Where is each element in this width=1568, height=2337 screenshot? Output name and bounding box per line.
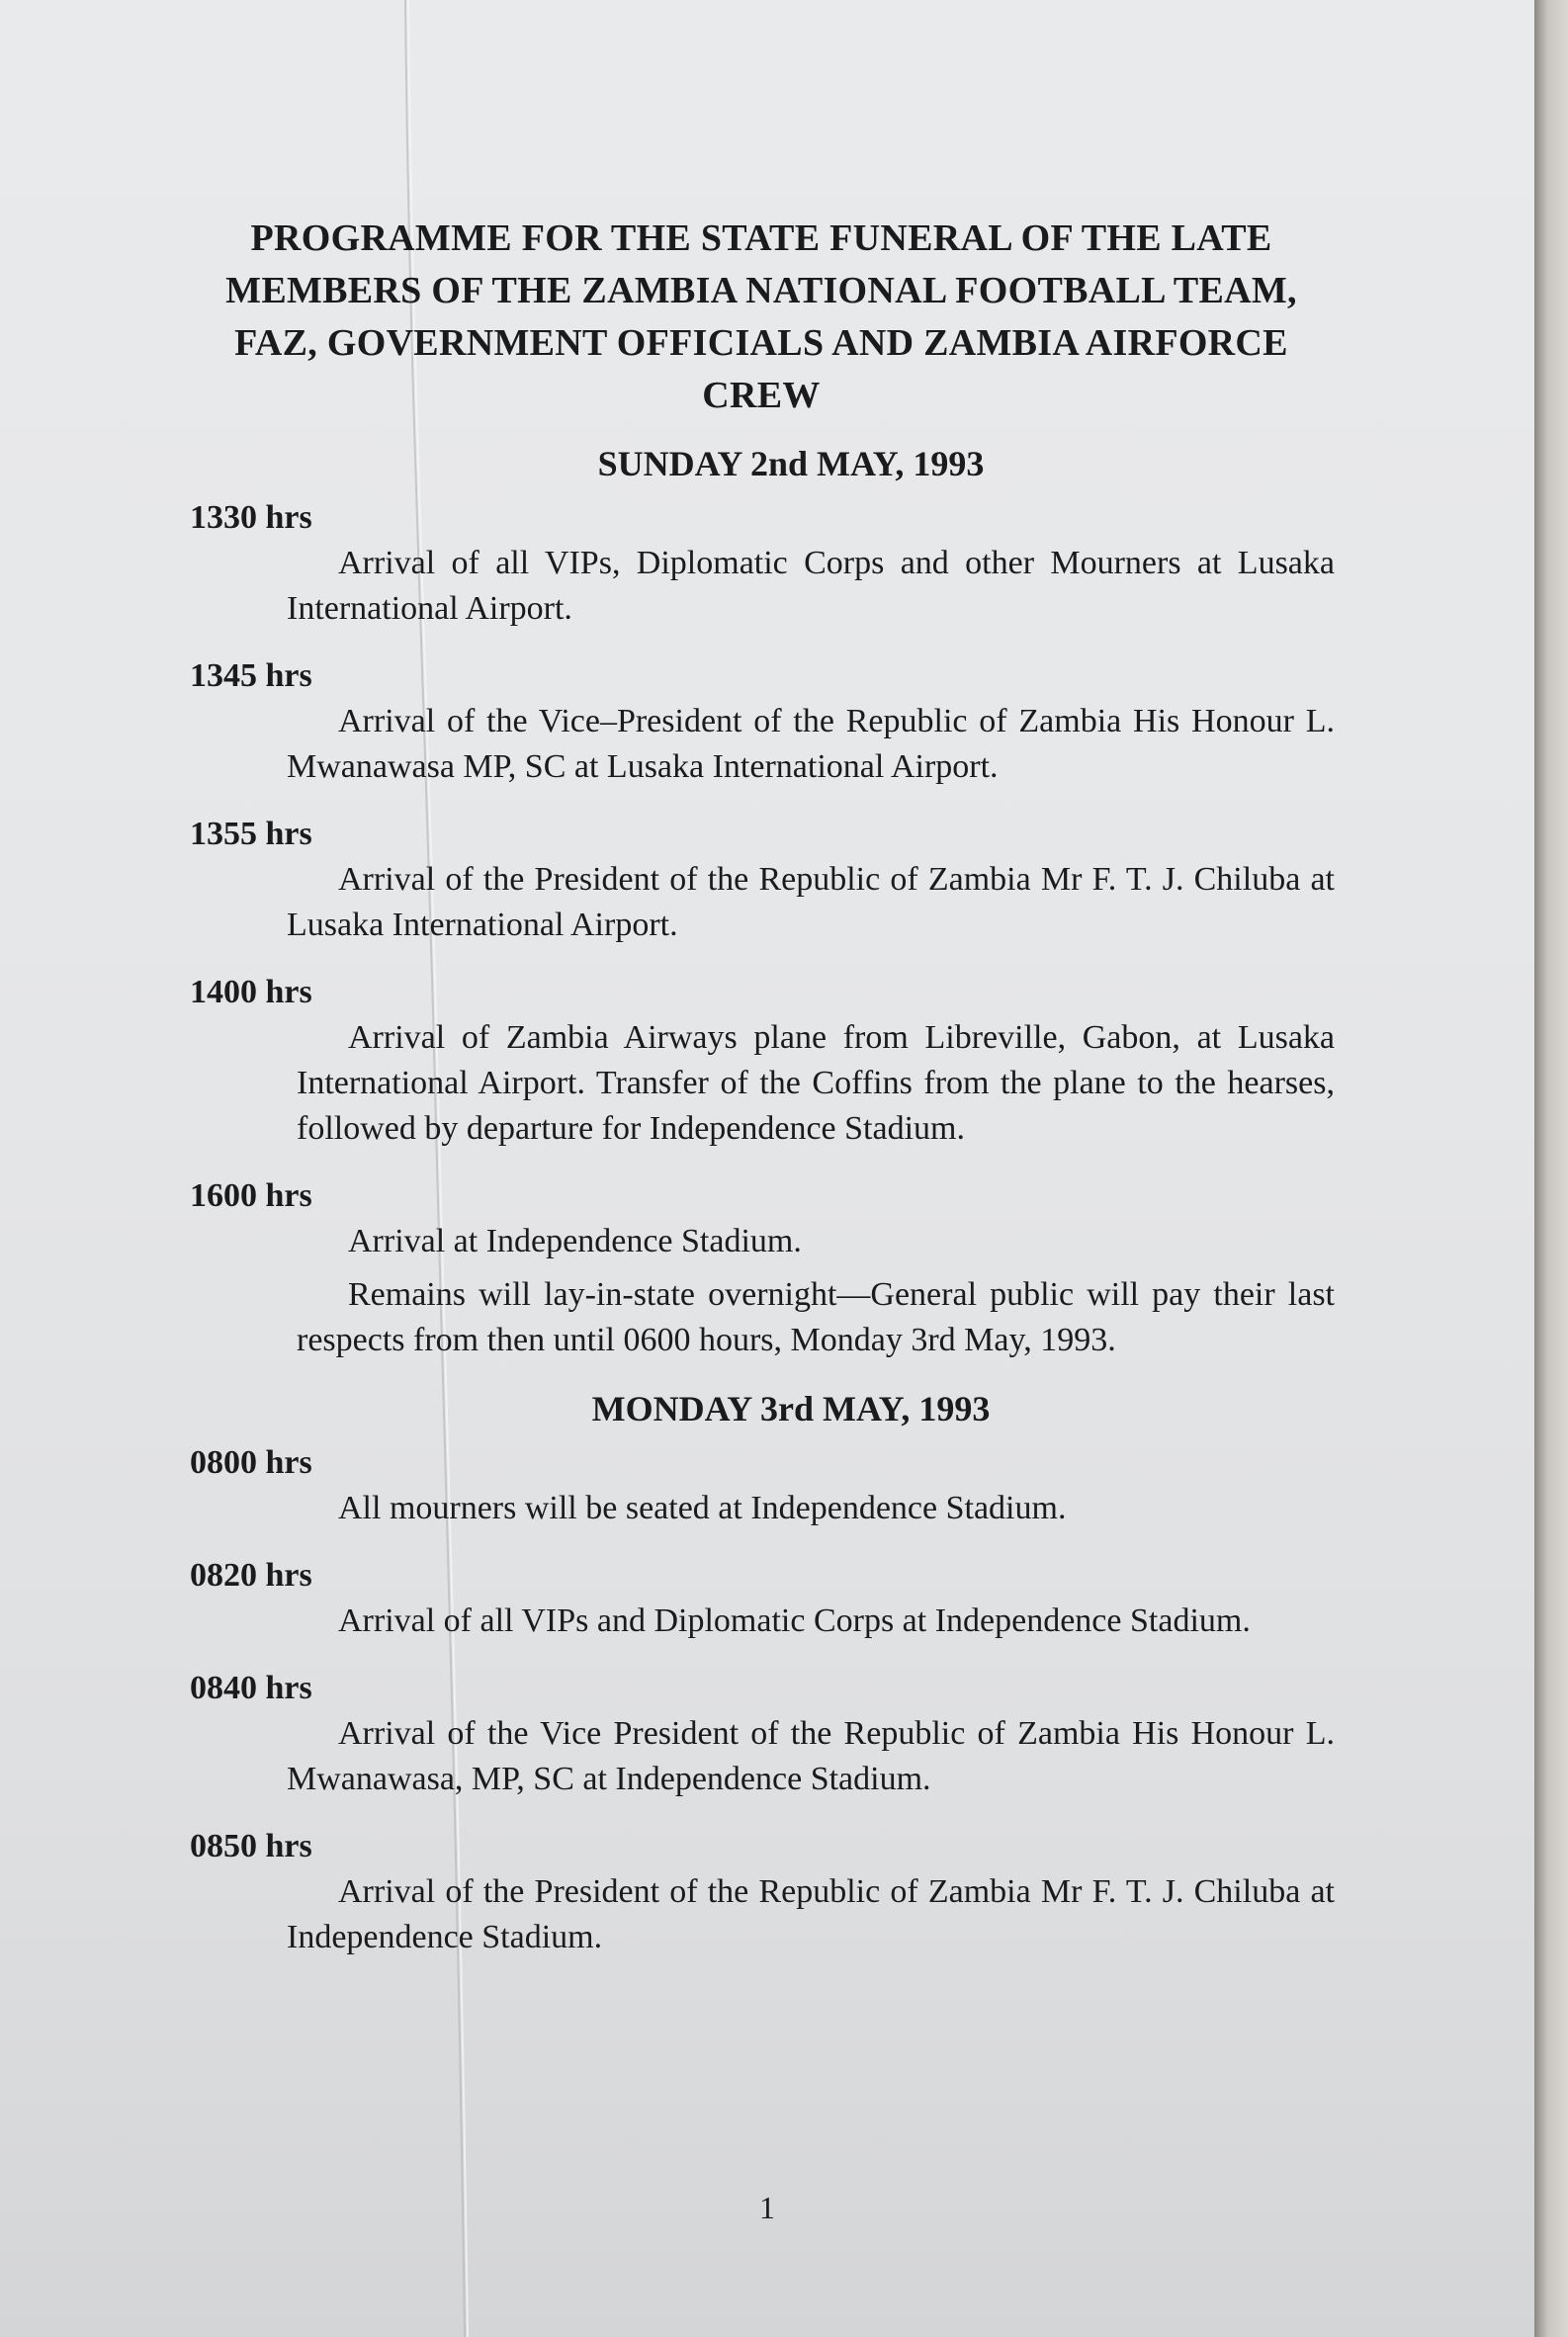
schedule-entry	[178, 1824, 1345, 1960]
title-line: CREW	[702, 375, 821, 416]
entry-description: Arrival of the Vice President of the Republic of Zambia His Honour L. Mwanawasa, MP, SC at Independence Stadium.	[287, 1715, 1335, 1797]
schedule-entry	[178, 495, 1345, 632]
title-line: PROGRAMME FOR THE STATE FUNERAL OF THE LATE	[250, 217, 1272, 259]
entry-time: 1400 hrs	[190, 974, 312, 1010]
day-heading-sunday: SUNDAY 2nd MAY, 1993	[597, 444, 985, 483]
page-number: 1	[759, 2190, 775, 2225]
schedule-entry	[178, 1173, 1345, 1363]
entry-description: Arrival of the President of the Republic of Zambia Mr F. T. J. Chiluba at Lusaka International Airport.	[287, 861, 1335, 943]
programme-content	[178, 213, 1345, 1982]
document-title	[178, 213, 1345, 422]
schedule-entry	[178, 1553, 1345, 1644]
title-line: MEMBERS OF THE ZAMBIA NATIONAL FOOTBALL TEAM,	[225, 270, 1297, 311]
entry-description: Arrival of all VIPs and Diplomatic Corps at Independence Stadium.	[338, 1602, 1251, 1639]
entry-time: 1330 hrs	[190, 499, 312, 536]
entry-time: 0840 hrs	[190, 1670, 312, 1706]
schedule-entry	[178, 1666, 1345, 1802]
background-edge	[1534, 0, 1568, 2337]
schedule-entry	[178, 812, 1345, 948]
entry-description: Arrival of all VIPs, Diplomatic Corps and other Mourners at Lusaka International Airport.	[287, 545, 1335, 627]
entry-description: All mourners will be seated at Independence Stadium.	[338, 1490, 1067, 1526]
entry-description: Arrival of Zambia Airways plane from Libreville, Gabon, at Lusaka International Airport. Transfer of the Coffins from the plane to the hearses, followed by departure for Independence Stadium.	[297, 1019, 1335, 1147]
title-line: FAZ, GOVERNMENT OFFICIALS AND ZAMBIA AIRFORCE	[234, 322, 1288, 364]
entry-time: 1355 hrs	[190, 816, 312, 852]
entry-description: Arrival of the Vice–President of the Republic of Zambia His Honour L. Mwanawasa MP, SC at Lusaka International Airport.	[287, 703, 1335, 785]
schedule-entry	[178, 653, 1345, 790]
schedule-entry	[178, 970, 1345, 1152]
entry-time: 1345 hrs	[190, 657, 312, 694]
entry-time: 0800 hrs	[190, 1444, 312, 1481]
schedule-entry	[178, 1440, 1345, 1531]
entry-description: Arrival at Independence Stadium.	[348, 1223, 802, 1259]
day-heading-monday: MONDAY 3rd MAY, 1993	[591, 1389, 991, 1428]
entry-time: 1600 hrs	[190, 1177, 312, 1214]
entry-time: 0850 hrs	[190, 1828, 312, 1864]
entry-description: Arrival of the President of the Republic of Zambia Mr F. T. J. Chiluba at Independence Stadium.	[287, 1873, 1335, 1955]
entry-note: Remains will lay-in-state overnight—General public will pay their last respects from then until 0600 hours, Monday 3rd May, 1993.	[297, 1276, 1335, 1358]
entry-time: 0820 hrs	[190, 1557, 312, 1594]
